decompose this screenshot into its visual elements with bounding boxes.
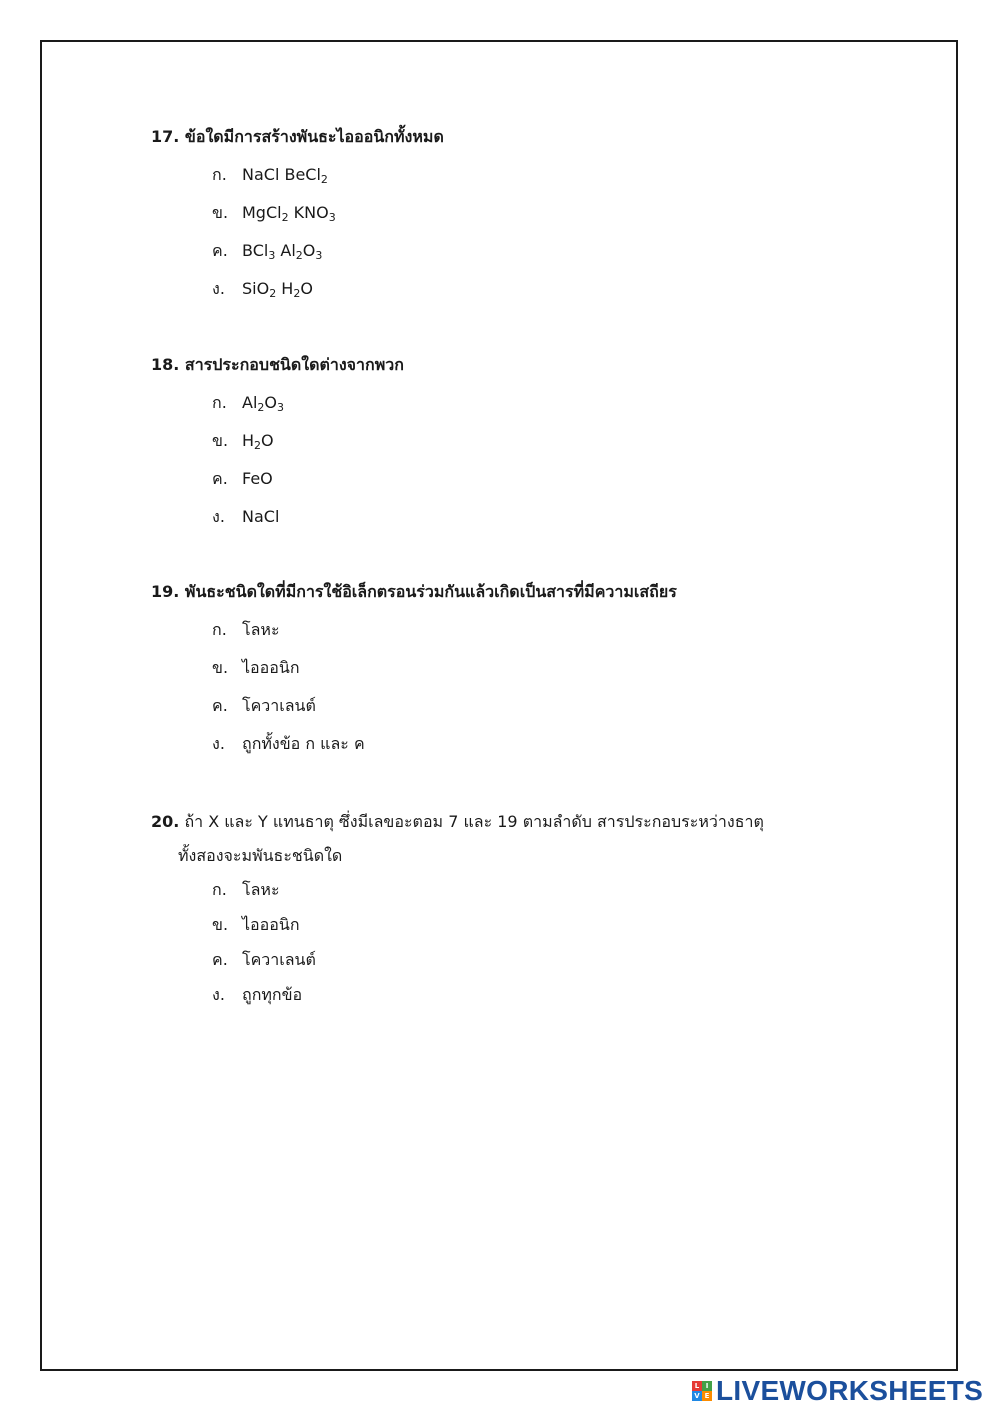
subscript: 2 (281, 211, 289, 224)
option-list (151, 619, 851, 771)
option-b[interactable] (151, 657, 851, 695)
subscript: 2 (269, 287, 277, 300)
option-text: ไอออนิก (242, 658, 300, 677)
option-letter: ค. (212, 950, 228, 969)
option-letter: ค. (212, 696, 228, 715)
option-text: โควาเลนต์ (242, 696, 316, 715)
question-19 (151, 581, 851, 771)
option-text: ถูกทุกข้อ (242, 985, 303, 1004)
question-text-continued: ทั้งสองจะมพันธะชนิดใด (178, 846, 343, 865)
subscript: 2 (293, 287, 301, 300)
option-text: BCl$_3$ $Al_2O_3$ (242, 241, 323, 262)
option-letter: ค. (212, 241, 228, 260)
option-b[interactable] (151, 430, 851, 468)
option-letter: ข. (212, 203, 229, 222)
option-a[interactable] (151, 164, 851, 202)
option-text: SiO$_2$ $H_2O$ (242, 279, 313, 300)
question-stem (151, 811, 851, 867)
option-text: NaCl BeCl$_2$ (242, 165, 328, 186)
option-letter: ง. (212, 507, 225, 526)
logo-mark-e: E (702, 1391, 712, 1401)
option-c[interactable] (151, 240, 851, 278)
option-text: โลหะ (242, 620, 280, 639)
option-c[interactable] (151, 695, 851, 733)
subscript: 3 (315, 249, 323, 262)
option-text: MgCl$_2$ $KNO_3$ (242, 203, 336, 224)
option-d[interactable] (151, 733, 851, 771)
option-text: ไอออนิก (242, 915, 300, 934)
option-letter: ง. (212, 279, 225, 298)
question-17 (151, 126, 851, 316)
option-letter: ค. (212, 469, 228, 488)
question-number: 17. (151, 127, 180, 146)
option-text: NaCl (242, 507, 280, 526)
question-text: พันธะชนิดใดที่มีการใช้อิเล็กตรอนร่วมกันแล้วเกิดเป็นสารที่มีความเสถียร (184, 582, 677, 601)
option-text: FeO (242, 469, 273, 488)
option-text: $Al_2O_3$ (242, 393, 284, 414)
option-letter: ก. (212, 620, 227, 639)
option-a[interactable] (151, 619, 851, 657)
subscript: 2 (295, 249, 303, 262)
question-stem (151, 581, 851, 603)
question-number: 20. (151, 812, 180, 831)
option-b[interactable] (151, 202, 851, 240)
option-letter: ง. (212, 734, 225, 753)
subscript: 2 (254, 439, 262, 452)
option-list (151, 392, 851, 544)
option-list (151, 164, 851, 316)
option-d[interactable] (151, 506, 851, 544)
question-18 (151, 354, 851, 544)
question-20 (151, 811, 851, 1019)
option-letter: ข. (212, 915, 229, 934)
logo-mark-icon (692, 1381, 712, 1401)
subscript: 3 (276, 401, 284, 414)
option-b[interactable] (151, 914, 851, 949)
option-letter: ก. (212, 165, 227, 184)
option-text: ถูกทั้งข้อ ก และ ค (242, 734, 365, 753)
option-a[interactable] (151, 392, 851, 430)
subscript: 3 (328, 211, 336, 224)
option-c[interactable] (151, 949, 851, 984)
option-d[interactable] (151, 984, 851, 1019)
option-d[interactable] (151, 278, 851, 316)
question-text: ถ้า X และ Y แทนธาตุ ซึ่งมีเลขอะตอม 7 และ 19 ตามลำดับ สารประกอบระหว่างธาตุ (184, 812, 764, 831)
option-a[interactable] (151, 879, 851, 914)
option-c[interactable] (151, 468, 851, 506)
question-stem (151, 126, 851, 148)
option-letter: ข. (212, 658, 229, 677)
question-text: ข้อใดมีการสร้างพันธะไอออนิกทั้งหมด (184, 127, 444, 146)
logo-mark-i: I (702, 1381, 712, 1391)
option-letter: ก. (212, 393, 227, 412)
option-letter: ง. (212, 985, 225, 1004)
option-text: โลหะ (242, 880, 280, 899)
question-number: 19. (151, 582, 180, 601)
logo-mark-l: L (692, 1381, 702, 1391)
option-letter: ข. (212, 431, 229, 450)
question-stem (151, 354, 851, 376)
option-list (151, 879, 851, 1019)
subscript: 3 (268, 249, 276, 262)
liveworksheets-logo[interactable] (692, 1376, 983, 1406)
question-text: สารประกอบชนิดใดต่างจากพวก (184, 355, 404, 374)
option-text: โควาเลนต์ (242, 950, 316, 969)
question-number: 18. (151, 355, 180, 374)
subscript: 2 (257, 401, 265, 414)
option-letter: ก. (212, 880, 227, 899)
option-text: $H_2O$ (242, 431, 274, 452)
logo-mark-v: V (692, 1391, 702, 1401)
logo-text: LIVEWORKSHEETS (716, 1375, 984, 1406)
subscript: 2 (320, 173, 328, 186)
